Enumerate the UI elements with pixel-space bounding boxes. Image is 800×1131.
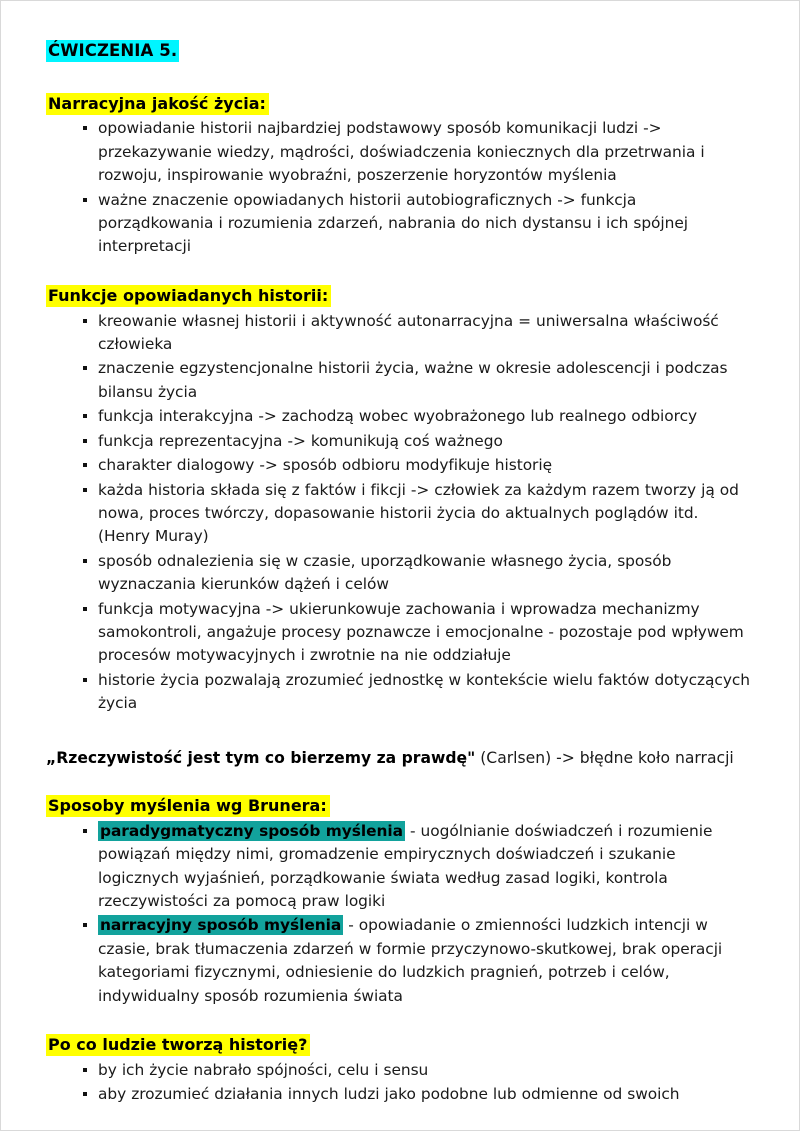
list-item-text: - opowiadanie o zmienności ludzkich intencji w czasie, brak tłumaczenia zdarzeń w formie przyczynowo-skutkowej, brak operacji kategoriami fizycznymi, odniesienie do ludzkich pragnień, potrzeb i celów, indywidualny sposób rozumienia świata (98, 916, 723, 1005)
list-item: aby zrozumieć działania innych ludzi jako podobne lub odmienne od swoich (46, 1083, 752, 1106)
list-item-text: - uogólnianie doświadczeń i rozumienie powiązań między nimi, gromadzenie empirycznych doświadczeń i szukanie logicznych wyjaśnień, porządkowanie świata według zasad logiki, kontrola rzeczywistości za pomocą praw logiki (98, 821, 713, 910)
section-narracyjna-jakosc-zycia (46, 94, 752, 259)
quote-attribution-text: (Carlsen) -> błędne koło narracji (475, 748, 734, 767)
section-heading-highlight: Sposoby myślenia wg Brunera: (46, 795, 330, 817)
quote-bold-text: „Rzeczywistość jest tym co bierzemy za prawdę" (46, 748, 476, 767)
list-item: charakter dialogowy -> sposób odbioru modyfikuje historię (46, 454, 752, 477)
page-title-highlight: ĆWICZENIA 5. (48, 41, 178, 60)
list-item: funkcja reprezentacyjna -> komunikują coś ważnego (46, 430, 752, 453)
spacer (46, 770, 752, 796)
section-heading-highlight: Po co ludzie tworzą historię? (46, 1034, 310, 1056)
list-item: historie życia pozwalają zrozumieć jednostkę w kontekście wielu faktów dotyczących życia (46, 669, 752, 716)
section-po-co-ludzie-tworza-historie (46, 1035, 752, 1107)
spacer (46, 717, 752, 747)
section-heading (46, 94, 752, 115)
bullet-list (46, 820, 752, 1008)
highlighted-term: paradygmatyczny sposób myślenia (100, 821, 403, 840)
bullet-list (46, 310, 752, 716)
section-heading (46, 1035, 752, 1056)
list-item (46, 820, 752, 914)
list-item: opowiadanie historii najbardziej podstawowy sposób komunikacji ludzi -> przekazywanie wiedzy, mądrości, doświadczenia koniecznych dla przetrwania i rozwoju, inspirowanie wyobraźni, poszerzenie horyzontów myślenia (46, 117, 752, 187)
list-item: ważne znaczenie opowiadanych historii autobiograficznych -> funkcja porządkowania i rozumienia zdarzeń, nabrania do nich dystansu i ich spójnej interpretacji (46, 189, 752, 259)
spacer (46, 260, 752, 286)
page-title (46, 41, 752, 62)
section-funkcje-opowiadanych-historii (46, 286, 752, 716)
section-sposoby-myslenia-wg-brunera (46, 796, 752, 1008)
list-item: sposób odnalezienia się w czasie, uporządkowanie własnego życia, sposób wyznaczania kierunków dążeń i celów (46, 550, 752, 597)
list-item: funkcja interakcyjna -> zachodzą wobec wyobrażonego lub realnego odbiorcy (46, 405, 752, 428)
list-item: każda historia składa się z faktów i fikcji -> człowiek za każdym razem tworzy ją od nowa, proces twórczy, dopasowanie historii życia do aktualnych poglądów itd. (Henry Muray) (46, 479, 752, 549)
section-heading (46, 796, 752, 817)
list-item (46, 914, 752, 1008)
list-item: by ich życie nabrało spójności, celu i sensu (46, 1059, 752, 1082)
section-heading-highlight: Narracyjna jakość życia: (46, 93, 269, 115)
quote-paragraph (46, 747, 752, 770)
section-heading (46, 286, 752, 307)
list-item: kreowanie własnej historii i aktywność autonarracyjna = uniwersalna właściwość człowieka (46, 310, 752, 357)
document-content (46, 41, 752, 1108)
list-item: znaczenie egzystencjonalne historii życia, ważne w okresie adolescencji i podczas bilansu życia (46, 357, 752, 404)
spacer (46, 1009, 752, 1035)
bullet-list (46, 117, 752, 258)
section-heading-highlight: Funkcje opowiadanych historii: (46, 285, 331, 307)
list-item: funkcja motywacyjna -> ukierunkowuje zachowania i wprowadza mechanizmy samokontroli, angażuje procesy poznawcze i emocjonalne - pozostaje pod wpływem procesów motywacyjnych i zwrotnie na nie oddziałuje (46, 598, 752, 668)
bullet-list (46, 1059, 752, 1107)
highlighted-term: narracyjny sposób myślenia (100, 916, 342, 935)
